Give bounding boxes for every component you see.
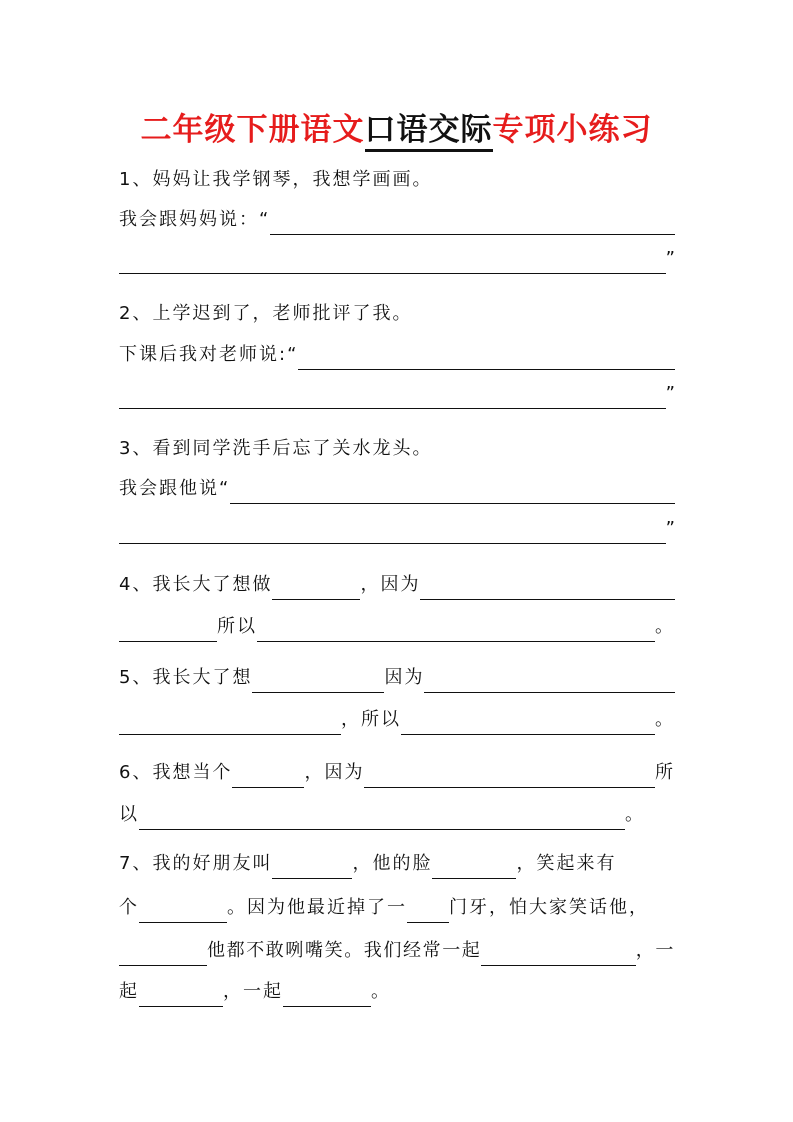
q1-answer-line-2 — [119, 244, 675, 274]
q7-text-d: 个 — [119, 897, 139, 918]
q7-blank-teeth[interactable] — [407, 900, 449, 923]
q7-blank-activity-3[interactable] — [283, 984, 371, 1007]
q2-prompt: 下课后我对老师说:“ — [119, 344, 299, 365]
q5-text-a: 5、我长大了想 — [119, 667, 253, 688]
q7-text-c: ，笑起来有 — [516, 853, 617, 874]
q5-blank-reason[interactable] — [424, 670, 675, 693]
q4-text-b: ，因为 — [360, 574, 421, 595]
q7-text-i: 起 — [119, 981, 139, 1002]
q5-text-c: ，所以 — [341, 709, 401, 730]
title-part-3: 专项小练习 — [492, 112, 653, 148]
q1-question — [119, 165, 675, 195]
q7-text-h: ，一 — [635, 940, 675, 961]
q3-answer-blank-1[interactable] — [230, 481, 675, 504]
q7-text-a: 7、我的好朋友叫 — [119, 853, 273, 874]
q6-blank-result[interactable] — [139, 807, 625, 830]
q4-blank-reason[interactable] — [420, 577, 675, 600]
q6-text-b: ，因为 — [304, 762, 365, 783]
q7-text-e: 。因为他最近掉了一 — [227, 897, 407, 918]
q3-close-quote: ” — [665, 518, 675, 539]
q2-answer-blank-2[interactable] — [119, 386, 666, 409]
q3-prompt: 我会跟他说“ — [119, 478, 231, 499]
q5-text-b: 因为 — [384, 667, 425, 688]
q7-text-b: ，他的脸 — [352, 853, 433, 874]
q2-question — [119, 299, 675, 329]
q5-blank-reason-2[interactable] — [119, 712, 341, 735]
q5-text-d: 。 — [655, 709, 675, 730]
q2-prompt-line — [119, 340, 675, 370]
q5-line-1 — [119, 663, 675, 693]
q2-answer-blank-1[interactable] — [298, 347, 675, 370]
q5-line-2 — [119, 705, 675, 735]
q7-text-k: 。 — [371, 981, 391, 1002]
q3-question-text: 3、看到同学洗手后忘了关水龙头。 — [119, 438, 433, 459]
q5-blank-wish[interactable] — [252, 670, 384, 693]
q7-blank-activity-1[interactable] — [481, 943, 635, 966]
q7-line-3 — [119, 936, 675, 966]
q1-answer-blank-2[interactable] — [119, 251, 666, 274]
q1-close-quote: ” — [665, 248, 675, 269]
q4-text-c: 所以 — [217, 616, 257, 637]
q6-text-c: 所 — [655, 762, 675, 783]
q4-line-1 — [119, 570, 675, 600]
q1-prompt-line — [119, 205, 675, 235]
q7-text-j: ，一起 — [223, 981, 283, 1002]
q2-answer-line-2 — [119, 379, 675, 409]
q6-text-d: 以 — [119, 804, 139, 825]
q2-question-text: 2、上学迟到了，老师批评了我。 — [119, 303, 413, 324]
q4-text-d: 。 — [655, 616, 675, 637]
q1-prompt: 我会跟妈妈说：“ — [119, 209, 271, 230]
title-part-1: 二年级下册语文 — [140, 112, 365, 148]
q7-text-g: 他都不敢咧嘴笑。我们经常一起 — [207, 940, 482, 961]
q7-text-f: 门牙，怕大家笑话他， — [449, 897, 649, 918]
q7-blank-face[interactable] — [432, 856, 516, 879]
q4-blank-reason-2[interactable] — [119, 619, 217, 642]
q7-blank-activity-2[interactable] — [139, 984, 223, 1007]
q7-line-2 — [119, 893, 675, 923]
q7-blank-adverb[interactable] — [119, 943, 207, 966]
q6-line-2 — [119, 800, 675, 830]
q7-line-1 — [119, 849, 675, 879]
q4-text-a: 4、我长大了想做 — [119, 574, 273, 595]
q6-blank-reason[interactable] — [364, 765, 655, 788]
q2-close-quote: ” — [665, 383, 675, 404]
q4-blank-job[interactable] — [272, 577, 360, 600]
q3-prompt-line — [119, 474, 675, 504]
q6-text-a: 6、我想当个 — [119, 762, 233, 783]
page-title — [0, 108, 793, 152]
q6-text-e: 。 — [625, 804, 645, 825]
q7-blank-feature[interactable] — [139, 900, 227, 923]
q1-question-text: 1、妈妈让我学钢琴，我想学画画。 — [119, 169, 433, 190]
q7-line-4 — [119, 977, 675, 1007]
q5-blank-result[interactable] — [401, 712, 655, 735]
q3-answer-line-2 — [119, 514, 675, 544]
q6-line-1 — [119, 758, 675, 788]
q3-answer-blank-2[interactable] — [119, 521, 666, 544]
q6-blank-role[interactable] — [232, 765, 304, 788]
q4-line-2 — [119, 612, 675, 642]
title-highlight: 口语交际 — [365, 112, 493, 152]
q7-blank-name[interactable] — [272, 856, 352, 879]
q1-answer-blank-1[interactable] — [270, 212, 675, 235]
q4-blank-result[interactable] — [257, 619, 655, 642]
q3-question — [119, 434, 675, 464]
